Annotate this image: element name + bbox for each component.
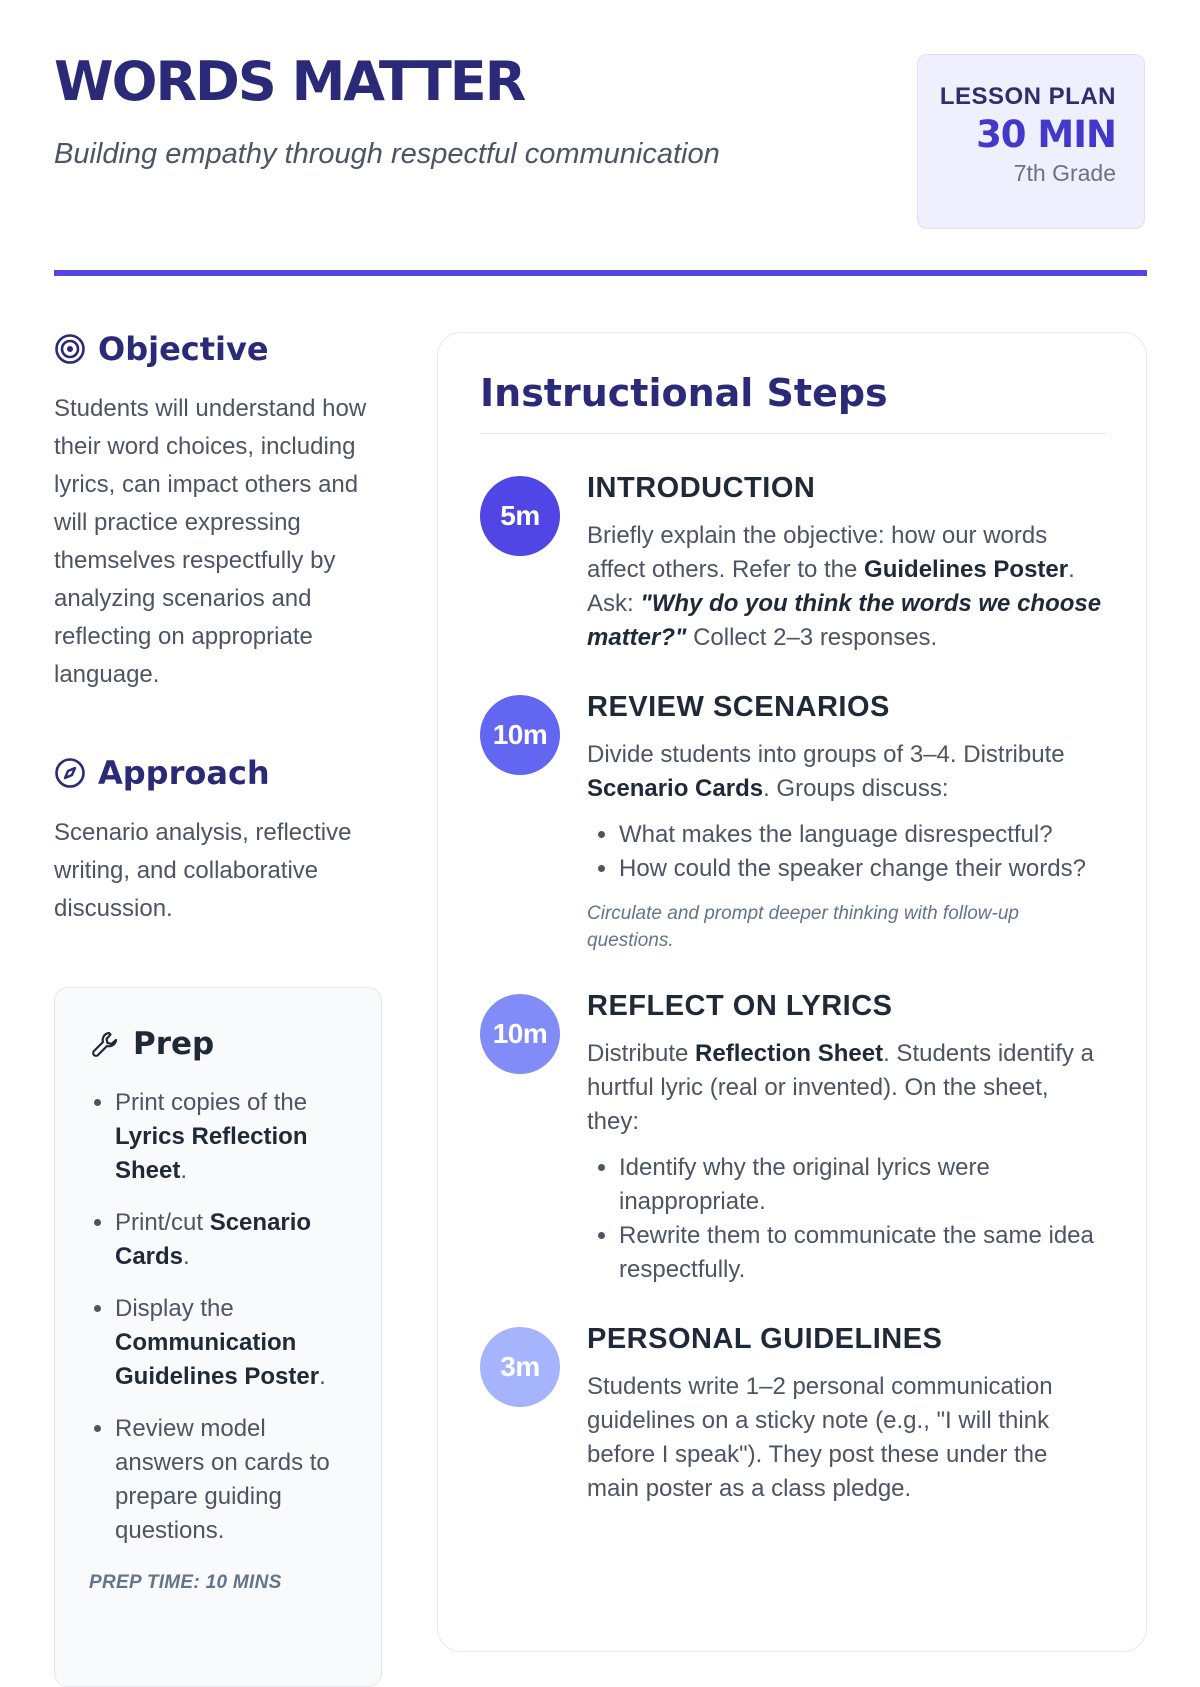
prep-item: • Print copies of the Lyrics Reflection Sheet.: [115, 1086, 361, 1188]
prep-item: • Review model answers on cards to prepare guiding questions.: [115, 1412, 361, 1548]
steps-heading: Instructional Steps: [480, 371, 1106, 434]
page-title: WORDS MATTER: [54, 50, 525, 113]
lesson-badge: [917, 54, 1145, 229]
objective-text: Students will understand how their word choices, including lyrics, can impact others and will practice expressing themselves respectfully by analyzing scenarios and reflecting on appropriate language.: [54, 395, 367, 688]
prep-list: [89, 1086, 361, 1548]
step-introduction: [480, 472, 1106, 655]
objective-heading: [54, 330, 382, 368]
step-description: Distribute Reflection Sheet. Students identify a hurtful lyric (real or invented). On the sheet, they:: [587, 1040, 1094, 1135]
target-icon: [54, 333, 86, 365]
step-review-scenarios: [480, 691, 1106, 954]
badge-label: LESSON PLAN: [939, 83, 1116, 110]
badge-grade: 7th Grade: [1013, 160, 1116, 186]
left-column: [54, 330, 382, 928]
wrench-icon: [89, 1028, 121, 1060]
step-title: INTRODUCTION: [587, 472, 816, 504]
list-item: • How could the speaker change their words?: [619, 852, 1106, 886]
step-time-badge: 10m: [480, 695, 560, 775]
list-item: • Identify why the original lyrics were inappropriate.: [619, 1151, 1106, 1219]
compass-icon: [54, 757, 86, 789]
step-time-badge: 10m: [480, 994, 560, 1074]
approach-heading-label: Approach: [98, 754, 270, 792]
step-description: Briefly explain the objective: how our words affect others. Refer to the Guidelines Poster. Ask: "Why do you think the words we choose matter?" Collect 2–3 responses.: [587, 522, 1102, 651]
list-item: • Rewrite them to communicate the same idea respectfully.: [619, 1219, 1106, 1287]
prep-item: • Display the Communication Guidelines Poster.: [115, 1292, 361, 1394]
step-title: REFLECT ON LYRICS: [587, 990, 893, 1022]
step-note: Circulate and prompt deeper thinking with follow-up questions.: [587, 903, 1019, 951]
step-time-badge: 3m: [480, 1327, 560, 1407]
prep-heading: [89, 1026, 361, 1062]
prep-time: PREP TIME: 10 MINS: [89, 1572, 282, 1593]
prep-item: • Print/cut Scenario Cards.: [115, 1206, 361, 1274]
page-subtitle: Building empathy through respectful communication: [54, 138, 720, 170]
header-divider: [54, 270, 1147, 276]
approach-heading: [54, 754, 382, 792]
objective-heading-label: Objective: [98, 330, 269, 368]
step-bullets: [587, 818, 1106, 886]
step-description: Divide students into groups of 3–4. Distribute Scenario Cards. Groups discuss:: [587, 741, 1065, 802]
badge-duration: 30 MIN: [976, 113, 1116, 156]
approach-text: Scenario analysis, reflective writing, and collaborative discussion.: [54, 819, 352, 922]
step-time-badge: 5m: [480, 476, 560, 556]
step-title: PERSONAL GUIDELINES: [587, 1323, 943, 1355]
instructional-steps-card: [437, 332, 1147, 1652]
prep-card: [54, 987, 382, 1687]
step-reflect-on-lyrics: [480, 990, 1106, 1287]
step-title: REVIEW SCENARIOS: [587, 691, 890, 723]
list-item: • What makes the language disrespectful?: [619, 818, 1106, 852]
step-personal-guidelines: [480, 1323, 1106, 1506]
step-bullets: [587, 1151, 1106, 1287]
prep-heading-label: Prep: [133, 1026, 215, 1062]
step-description: Students write 1–2 personal communication guidelines on a sticky note (e.g., "I will think before I speak"). They post these under the main poster as a class pledge.: [587, 1373, 1053, 1502]
